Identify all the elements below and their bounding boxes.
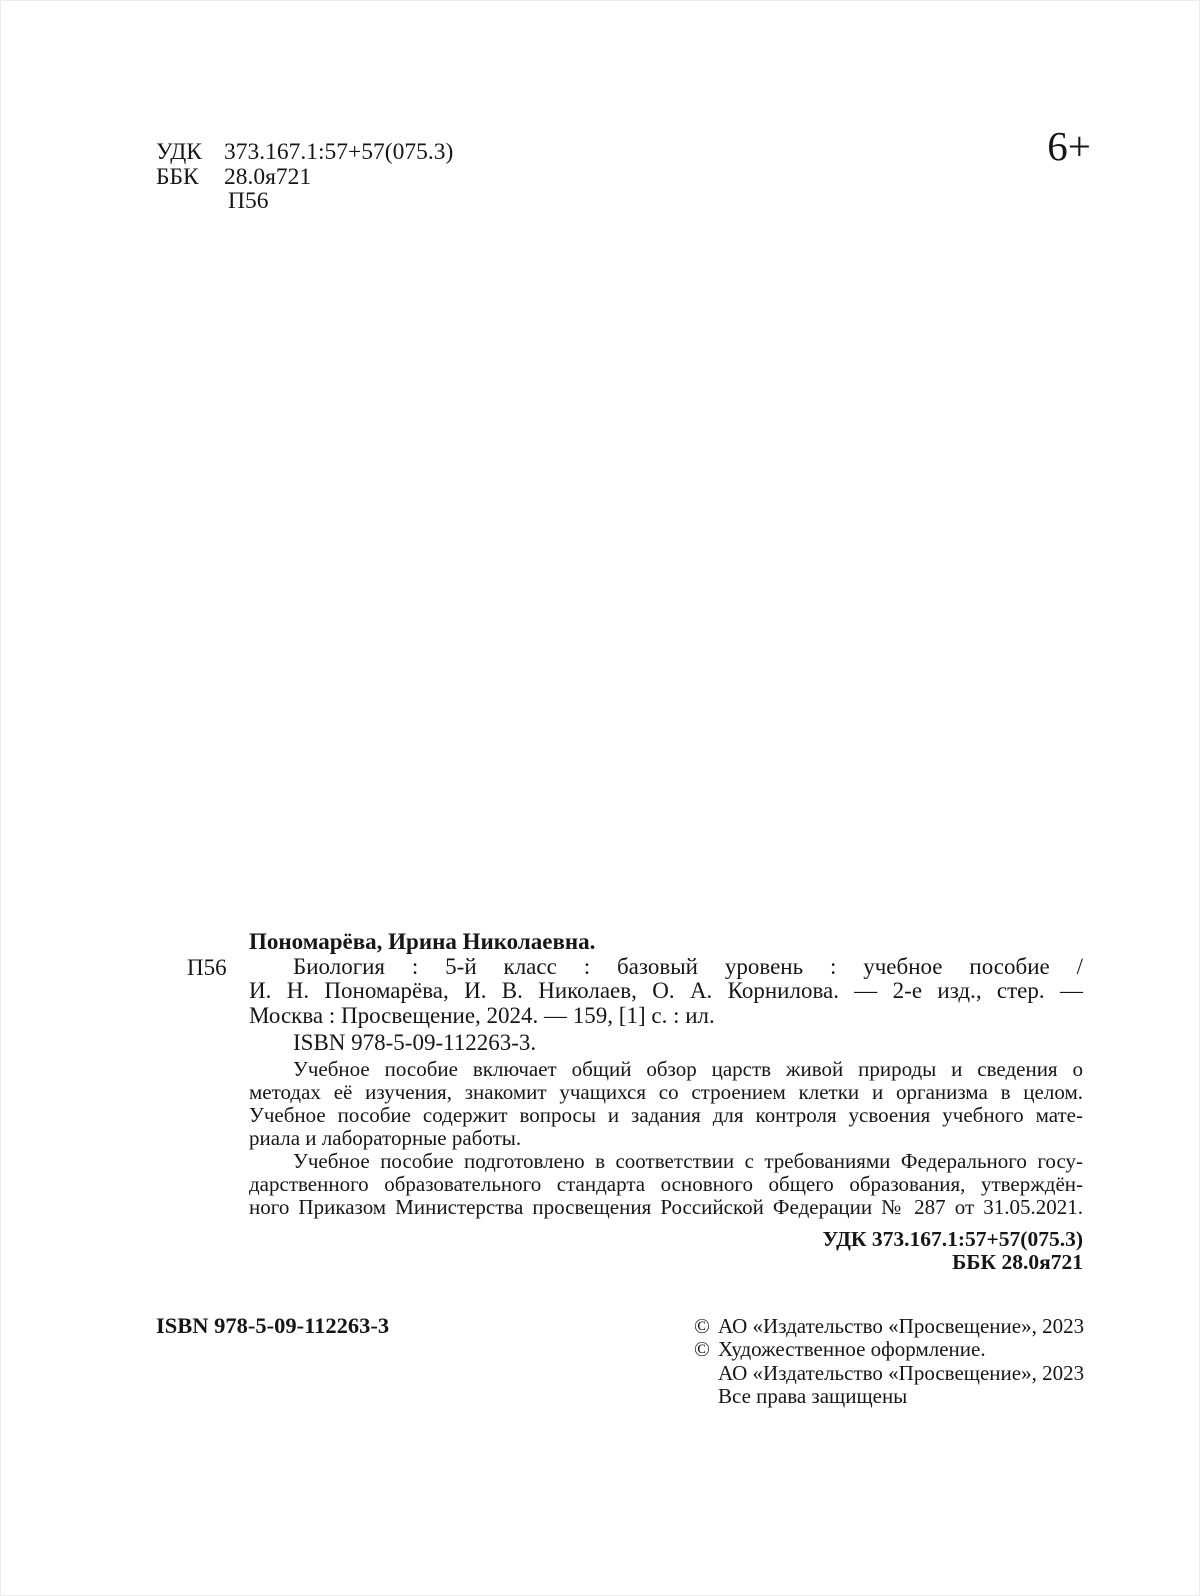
udk-label: УДК — [156, 139, 202, 165]
copyright-text: АО «Издательство «Просвещение», 2023 — [718, 1314, 1085, 1338]
annotation-line: Учебное пособие включает общий обзор царств живой природы и сведения о — [293, 1056, 1083, 1081]
copyright-block — [694, 1315, 1084, 1408]
author-sign-line — [156, 189, 453, 214]
author-sign: П56 — [228, 188, 269, 214]
copyright-text: Художественное оформление. — [718, 1337, 986, 1362]
bibliographic-line: Биология : 5-й класс : базовый уровень : учебное пособие / — [293, 953, 1083, 979]
copyright-symbol — [694, 1362, 718, 1385]
annotation-line: дарственного образовательного стандарта основного общего образования, утверждён- — [249, 1171, 1083, 1196]
copyright-text: Все права защищены — [718, 1383, 908, 1408]
copyright-text: АО «Издательство «Просвещение», 2023 — [718, 1360, 1085, 1385]
annotation-line: Учебное пособие содержит вопросы и задания для контроля усвоения учебного мате- — [249, 1102, 1083, 1127]
annotation-paragraph-2 — [249, 1150, 1083, 1219]
annotation-line: риала и лабораторные работы. — [249, 1125, 522, 1150]
annotation-line: ного Приказом Министерства просвещения Российской Федерации № 287 от 31.05.2021. — [249, 1194, 1083, 1219]
isbn-line: ISBN 978-5-09-112263-3. — [293, 1030, 537, 1056]
copyright-symbol: © — [694, 1337, 710, 1362]
annotation-paragraph-1 — [249, 1058, 1083, 1150]
bbk-value: 28.0я721 — [224, 163, 312, 190]
isbn-footer: ISBN 978-5-09-112263-3 — [156, 1313, 390, 1338]
annotation-line: Учебное пособие подготовлено в соответствии с требованиями Федерального госу- — [293, 1148, 1083, 1173]
copyright-symbol: © — [694, 1314, 710, 1338]
age-rating-badge: 6+ — [1047, 123, 1091, 169]
copyright-symbol — [694, 1385, 718, 1408]
copyright-line — [694, 1362, 1084, 1385]
udk-bbk-footer-block — [249, 1228, 1083, 1275]
bibliographic-line: И. Н. Пономарёва, И. В. Николаев, О. А. Корнилова. — 2-е изд., стер. — — [249, 978, 1083, 1004]
author-sign-spacer — [156, 189, 224, 214]
catalog-card — [249, 930, 1083, 1275]
annotation-line: методах её изучения, знакомит учащихся со строением клетки и организма в целом. — [249, 1079, 1083, 1104]
udk-value: 373.167.1:57+57(075.3) — [224, 139, 454, 165]
bbk-label: ББК — [156, 163, 199, 190]
udk-line — [156, 140, 453, 165]
bbk-footer: ББК 28.0я721 — [952, 1250, 1083, 1275]
copyright-line — [694, 1338, 1084, 1361]
copyright-line — [694, 1315, 1084, 1338]
author-heading: Пономарёва, Ирина Николаевна. — [249, 929, 596, 954]
udk-footer: УДК 373.167.1:57+57(075.3) — [822, 1226, 1083, 1251]
bibliographic-line: Москва : Просвещение, 2024. — 159, [1] с. : ил. — [249, 1002, 715, 1028]
copyright-line — [694, 1385, 1084, 1408]
catalog-margin-code: П56 — [187, 955, 227, 980]
bbk-line — [156, 165, 453, 190]
classification-block — [156, 140, 453, 214]
